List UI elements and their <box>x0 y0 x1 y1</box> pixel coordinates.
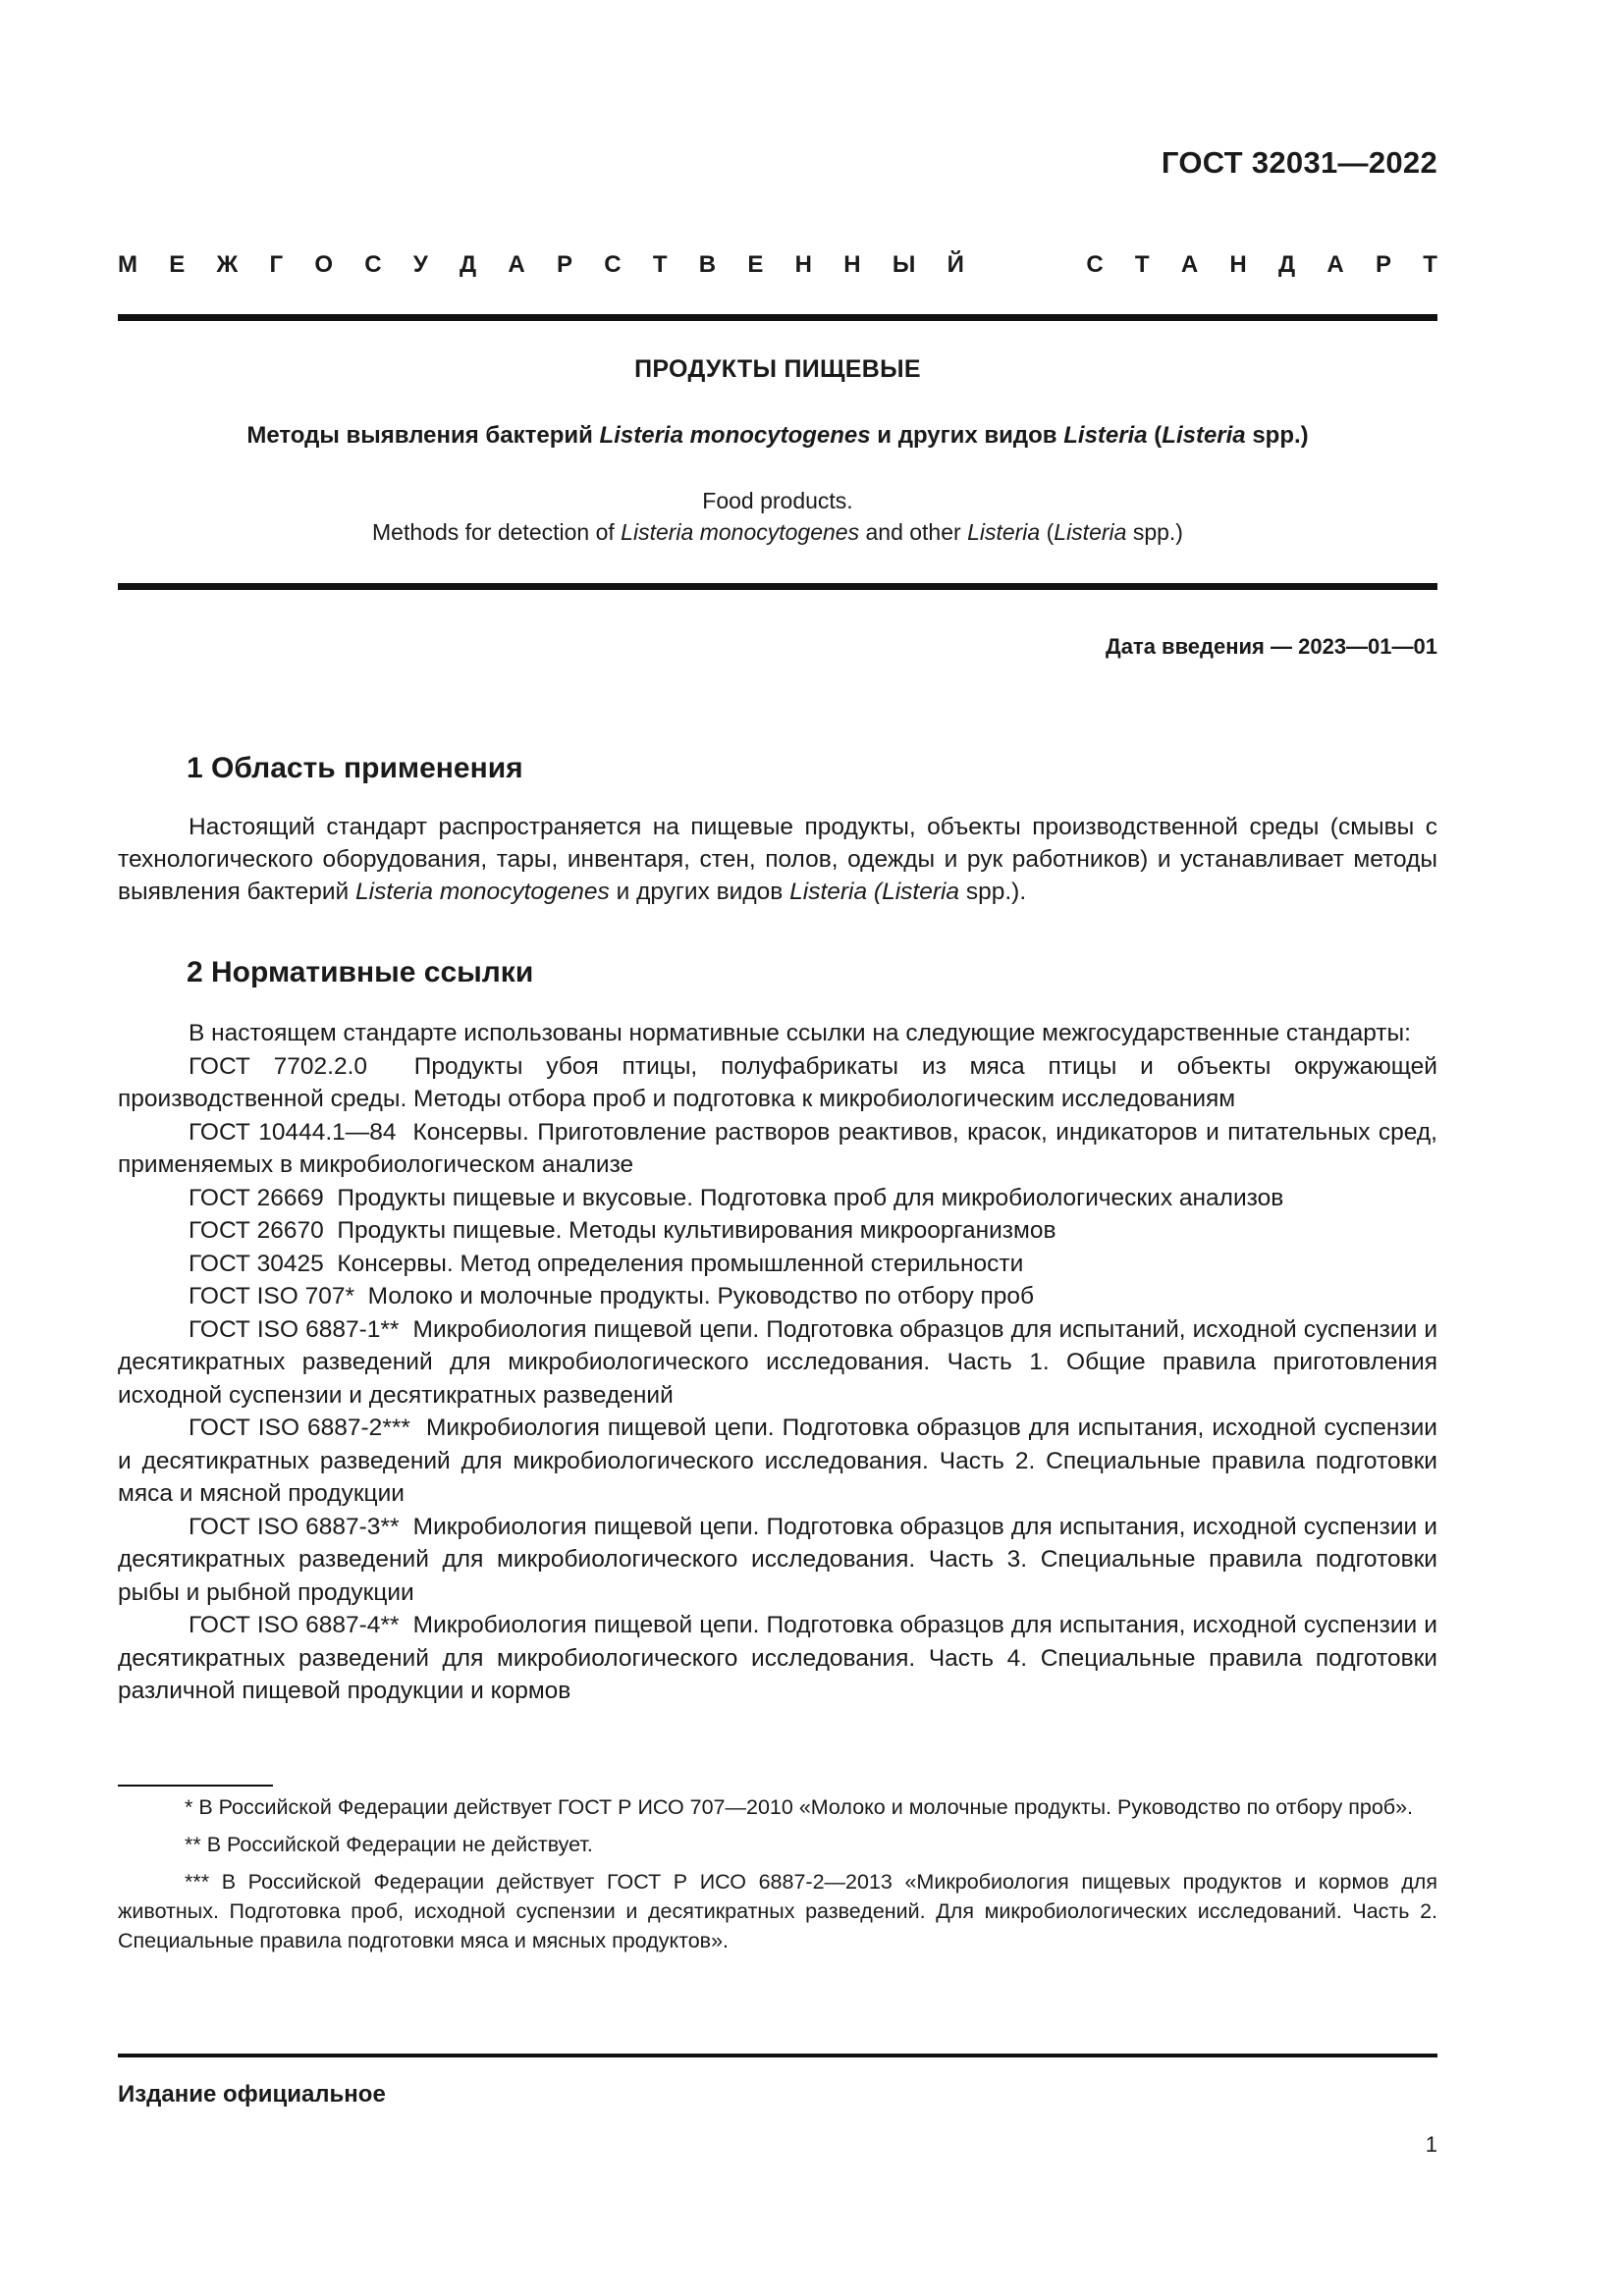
banner-letter: Ж <box>216 251 239 278</box>
banner-letter: Г <box>269 251 284 278</box>
banner-letter: М <box>118 251 137 278</box>
reference-footnote-mark: * <box>345 1283 355 1309</box>
banner-letter: С <box>364 251 382 278</box>
reference-item <box>118 1050 1437 1116</box>
reference-code: ГОСТ ISO 6887-3 <box>189 1513 381 1540</box>
header-rule <box>118 314 1437 321</box>
reference-code: ГОСТ ISO 6887-2 <box>189 1415 383 1441</box>
reference-item <box>118 1214 1437 1248</box>
banner-letter: Т <box>652 251 668 278</box>
title-rule <box>118 583 1437 590</box>
reference-item <box>118 1182 1437 1215</box>
reference-title: Микробиология пищевой цепи. Подготовка образцов для испытания, исходной суспензии и десятикратных разведений для микробиологического исследования. Часть 4. Специальные правила подготовки различной пищевой продукции и кормов <box>118 1612 1437 1704</box>
references-intro: В настоящем стандарте использованы нормативные ссылки на следующие межгосударственные стандарты: <box>189 1020 1411 1046</box>
standard-number: ГОСТ 32031—2022 <box>1161 145 1437 180</box>
interstate-standard-banner <box>118 251 1437 279</box>
reference-title: Консервы. Приготовление растворов реактивов, красок, индикаторов и питательных сред, применяемых в микробиологическом анализе <box>118 1118 1437 1178</box>
footnote-item: *** В Российской Федерации действует ГОСТ Р ИСО 6887-2—2013 «Микробиология пищевых продуктов и кормов для животных. Подготовка проб, исходной суспензии и десятикратных разведений. Для микробиологических исследований. Часть 2. Специальные правила подготовки мяса и мясных продуктов». <box>118 1870 1437 1952</box>
banner-letter: Т <box>1423 251 1437 278</box>
section-2-heading: 2 Нормативные ссылки <box>187 956 534 988</box>
introduction-date: Дата введения — 2023—01—01 <box>1106 634 1437 659</box>
banner-gap <box>996 251 1055 279</box>
banner-letter: С <box>604 251 622 278</box>
reference-footnote-mark: ** <box>380 1315 400 1343</box>
reference-code: ГОСТ 10444.1—84 <box>189 1118 397 1146</box>
banner-letter: Ы <box>892 251 916 278</box>
banner-letter: Й <box>947 251 964 278</box>
footnote-item: * В Российской Федерации действует ГОСТ Р ИСО 707—2010 «Молоко и молочные продукты. Руководство по отбору проб». <box>185 1795 1414 1819</box>
reference-item <box>118 1248 1437 1281</box>
document-subtitle: Методы выявления бактерий Listeria monocytogenes и других видов Listeria (Listeria spp.) <box>246 422 1309 449</box>
reference-item <box>118 1280 1437 1313</box>
reference-title: Молоко и молочные продукты. Руководство по отбору проб <box>367 1283 1035 1309</box>
banner-letter: А <box>1180 251 1199 278</box>
reference-title: Микробиология пищевой цепи. Подготовка образцов для испытания, исходной суспензии и десятикратных разведений для микробиологического исследования. Часть 2. Специальные правила подготовки мяса и мясной продукции <box>118 1415 1437 1507</box>
banner-letter: Н <box>794 251 812 278</box>
banner-letter: Д <box>1278 251 1296 278</box>
reference-item <box>118 1412 1437 1511</box>
normative-references <box>118 1017 1437 1708</box>
reference-footnote-mark: *** <box>382 1415 410 1441</box>
banner-letter: Е <box>747 251 764 278</box>
reference-code: ГОСТ 7702.2.0 <box>189 1052 368 1080</box>
reference-item <box>118 1116 1437 1182</box>
reference-code: ГОСТ ISO 6887-4 <box>189 1612 381 1638</box>
footer-rule <box>118 2054 1437 2057</box>
reference-title: Консервы. Метод определения промышленной стерильности <box>337 1250 1024 1277</box>
reference-footnote-mark: ** <box>380 1513 400 1540</box>
official-edition-label: Издание официальное <box>118 2081 386 2108</box>
banner-letter: С <box>1086 251 1104 278</box>
reference-code: ГОСТ 30425 <box>189 1250 324 1277</box>
section-1-body: Настоящий стандарт распространяется на пищевые продукты, объекты производственной среды (смывы с технологического оборудования, тары, инвентаря, стен, полов, одежды и рук работников) и устанавливает методы выявления бактерий Listeria monocytogenes и других видов Listeria (Listeria spp.). <box>118 814 1437 905</box>
reference-item <box>118 1511 1437 1610</box>
banner-letter: А <box>508 251 525 278</box>
reference-item <box>118 1609 1437 1708</box>
footnote-item: ** В Российской Федерации не действует. <box>185 1833 593 1856</box>
reference-list <box>118 1050 1437 1708</box>
reference-title: Микробиология пищевой цепи. Подготовка образцов для испытаний, исходной суспензии и десятикратных разведений для микробиологического исследования. Часть 1. Общие правила приготовления исходной суспензии и десятикратных разведений <box>118 1315 1438 1409</box>
banner-letter: Е <box>169 251 186 278</box>
banner-letter: А <box>1326 251 1344 278</box>
footnote-separator <box>118 1785 273 1787</box>
english-title-line2: Methods for detection of Listeria monocytogenes and other Listeria (Listeria spp.) <box>372 519 1183 545</box>
page-number: 1 <box>1425 2132 1437 2157</box>
banner-letter: У <box>412 251 428 278</box>
banner-letter: Д <box>460 251 477 278</box>
banner-letter: Н <box>1229 251 1247 278</box>
section-1-heading: 1 Область применения <box>187 752 523 784</box>
banner-letter: Н <box>843 251 861 278</box>
banner-letter: О <box>314 251 333 278</box>
reference-title: Продукты пищевые. Методы культивирования микроорганизмов <box>337 1217 1056 1244</box>
english-title-line1: Food products. <box>702 488 853 513</box>
banner-letter: Р <box>1375 251 1391 278</box>
reference-item <box>118 1313 1437 1413</box>
reference-title: Продукты пищевые и вкусовые. Подготовка проб для микробиологических анализов <box>337 1184 1284 1211</box>
document-title: ПРОДУКТЫ ПИЩЕВЫЕ <box>634 355 921 383</box>
reference-code: ГОСТ ISO 707 <box>189 1283 346 1309</box>
banner-letter: Т <box>1134 251 1150 278</box>
reference-title: Микробиология пищевой цепи. Подготовка образцов для испытания, исходной суспензии и десятикратных разведений для микробиологического исследования. Часть 3. Специальные правила подготовки рыбы и рыбной продукции <box>118 1513 1437 1606</box>
footnotes <box>118 1792 1437 1963</box>
reference-footnote-mark: ** <box>380 1612 400 1638</box>
reference-code: ГОСТ 26669 <box>189 1184 324 1211</box>
banner-letter: В <box>698 251 717 278</box>
english-title <box>118 485 1437 548</box>
reference-title: Продукты убоя птицы, полуфабрикаты из мяса птицы и объекты окружающей производственной среды. Методы отбора проб и подготовка к микробиологическим исследованиям <box>118 1052 1437 1112</box>
reference-code: ГОСТ 26670 <box>189 1217 324 1244</box>
reference-code: ГОСТ ISO 6887-1 <box>189 1315 381 1343</box>
banner-letter: Р <box>556 251 572 278</box>
